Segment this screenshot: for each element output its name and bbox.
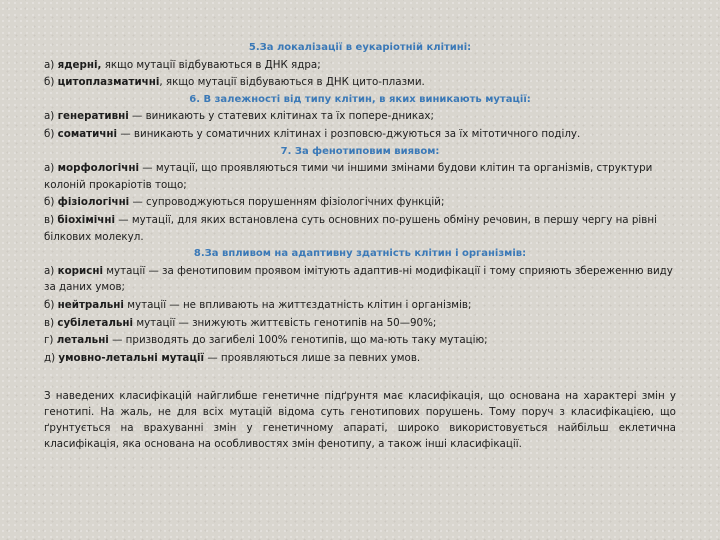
- term: нейтральні: [57, 298, 124, 311]
- term: соматичні: [57, 127, 118, 140]
- term: корисні: [57, 264, 104, 277]
- list-item: а) морфологічні — мутації, що проявляються тими чи іншими змінами будови клітин та організмів, структури колоній прокаріотів тощо;: [44, 162, 653, 191]
- term: цитоплазматичні: [57, 76, 160, 89]
- section-heading-8: 8.За впливом на адаптивну здатність клітин і організмів:: [193, 248, 527, 260]
- section-heading-7: 7. За фенотиповим виявом:: [280, 145, 440, 157]
- list-item: в) субілетальні мутації — знижують життєвість генотипів на 50—90%;: [44, 316, 437, 329]
- section-heading-6: 6. В залежності від типу клітин, в яких виникають мутації:: [189, 93, 531, 105]
- term: генеративні: [57, 110, 129, 123]
- term: субілетальні: [57, 316, 134, 329]
- term: морфологічні: [57, 162, 139, 175]
- list-item: г) летальні — призводять до загибелі 100% генотипів, що ма-ють таку мутацію;: [44, 334, 488, 347]
- list-item: д) умовно-летальні мутації — проявляються лише за певних умов.: [44, 351, 421, 364]
- term: умовно-летальні мутації: [58, 351, 205, 364]
- list-item: б) цитоплазматичні, якщо мутації відбуваються в ДНК цито-плазми.: [44, 76, 425, 89]
- section-heading-5: 5.За локалізації в еукаріотній клітині:: [248, 42, 472, 53]
- concluding-paragraph: З наведених класифікацій найглибше генетичне підґрунтя має класифікація, що основана на характері змін у генотипі. На жаль, не для всіх мутацій відома суть генотипових порушень. Тому поруч з класифікацією, що ґрунтується на врахуванні змін у генетичному апараті, широко використовується найбільш еклетична класифікація, яка основана на особливостях змін фенотипу, а також інші класифікації.: [44, 390, 676, 451]
- term: фізіологічні: [57, 196, 130, 209]
- list-item: б) нейтральні мутації — не впливають на життєздатність клітин і організмів;: [44, 298, 472, 311]
- term: ядерні,: [57, 58, 102, 71]
- list-item: в) біохімічні — мутації, для яких встановлена суть основних по-рушень обміну речовин, в першу чергу на рівні білкових молекул.: [44, 213, 657, 243]
- term: біохімічні: [57, 213, 115, 226]
- list-item: б) соматичні — виникають у соматичних клітинах і розповсю-джуються за їх мітотичного поділу.: [44, 127, 581, 140]
- list-item: а) корисні мутації — за фенотиповим проявом імітують адаптив-ні модифікації і тому сприяють збереженню виду за даних умов;: [44, 264, 673, 294]
- list-item: б) фізіологічні — супроводжуються порушенням фізіологічних функцій;: [44, 196, 445, 209]
- list-item: а) ядерні, якщо мутації відбуваються в ДНК ядра;: [44, 58, 321, 71]
- list-item: а) генеративні — виникають у статевих клітинах та їх попере-дниках;: [44, 110, 434, 123]
- term: летальні: [56, 334, 109, 347]
